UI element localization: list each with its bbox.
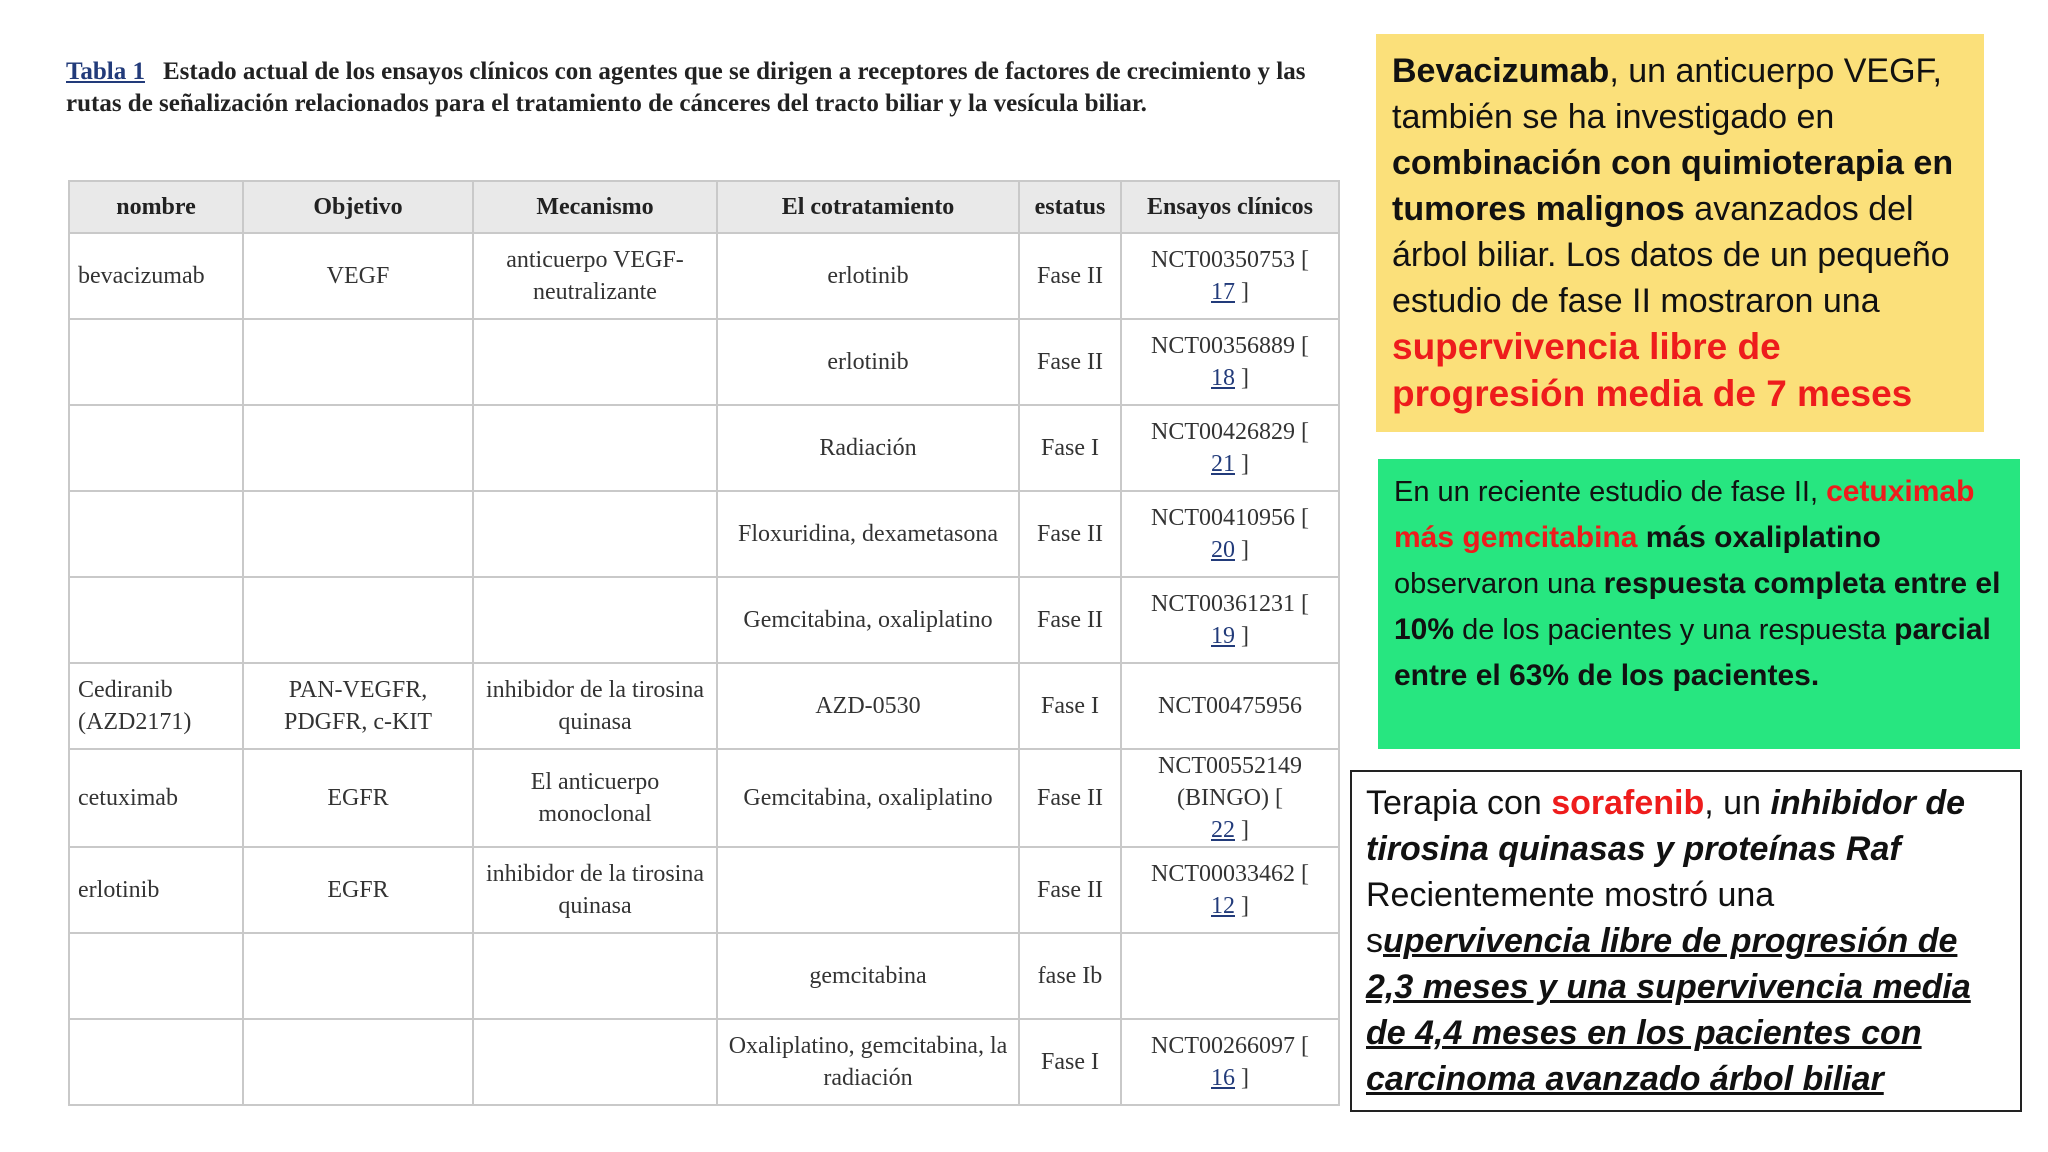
reference-link[interactable]: 17 bbox=[1211, 279, 1235, 305]
trial-id: NCT00552149 (BINGO) [ bbox=[1158, 753, 1302, 811]
cell-ensayo bbox=[1121, 749, 1339, 847]
cell-objetivo: EGFR bbox=[243, 749, 473, 847]
cell-cotratamiento: Oxaliplatino, gemcitabina, la radiación bbox=[717, 1019, 1019, 1105]
partial-response: parcial entre el 63% de los pacientes. bbox=[1394, 613, 1991, 692]
reference-link[interactable]: 16 bbox=[1211, 1065, 1235, 1091]
note-emphasis: inhibidor de tirosina quinasas y proteínas Raf bbox=[1366, 784, 1965, 868]
trial-id: NCT00266097 [ bbox=[1151, 1033, 1309, 1059]
cetuximab-note bbox=[1378, 459, 2020, 749]
bracket: ] bbox=[1235, 279, 1249, 305]
bracket: ] bbox=[1235, 451, 1249, 477]
cell-objetivo: EGFR bbox=[243, 847, 473, 933]
cell-mecanismo bbox=[473, 405, 717, 491]
reference-link[interactable]: 12 bbox=[1211, 893, 1235, 919]
bracket: ] bbox=[1235, 365, 1249, 391]
note-text: , un anticuerpo VEGF, también se ha investigado en bbox=[1392, 52, 1942, 136]
cell-ensayo bbox=[1121, 1019, 1339, 1105]
sorafenib-highlight: sorafenib bbox=[1551, 784, 1705, 822]
bracket: ] bbox=[1235, 537, 1249, 563]
cell-estatus: Fase II bbox=[1019, 847, 1121, 933]
cell-mecanismo bbox=[473, 577, 717, 663]
trial-id: NCT00426829 [ bbox=[1151, 419, 1309, 445]
note-emphasis: más oxaliplatino bbox=[1637, 521, 1881, 554]
clinical-trials-table bbox=[68, 180, 1340, 1106]
note-text: Terapia con bbox=[1366, 784, 1552, 822]
table-row bbox=[69, 233, 1339, 319]
cell-ensayo bbox=[1121, 319, 1339, 405]
cell-mecanismo bbox=[473, 933, 717, 1019]
cell-nombre bbox=[69, 491, 243, 577]
cell-nombre: Cediranib (AZD2171) bbox=[69, 663, 243, 749]
cell-ensayo bbox=[1121, 933, 1339, 1019]
cell-ensayo bbox=[1121, 577, 1339, 663]
trial-id: NCT00361231 [ bbox=[1151, 591, 1309, 617]
cell-nombre: bevacizumab bbox=[69, 233, 243, 319]
table-row bbox=[69, 491, 1339, 577]
cell-nombre bbox=[69, 1019, 243, 1105]
cell-mecanismo: inhibidor de la tirosina quinasa bbox=[473, 663, 717, 749]
cell-cotratamiento: erlotinib bbox=[717, 319, 1019, 405]
table-row bbox=[69, 405, 1339, 491]
col-header-objetivo: Objetivo bbox=[243, 181, 473, 233]
reference-link[interactable]: 19 bbox=[1211, 623, 1235, 649]
trial-id: NCT00350753 [ bbox=[1151, 247, 1309, 273]
table-row bbox=[69, 933, 1339, 1019]
cell-ensayo bbox=[1121, 233, 1339, 319]
table-row bbox=[69, 577, 1339, 663]
reference-link[interactable]: 20 bbox=[1211, 537, 1235, 563]
cell-estatus: Fase II bbox=[1019, 319, 1121, 405]
cell-mecanismo bbox=[473, 1019, 717, 1105]
cell-objetivo: VEGF bbox=[243, 233, 473, 319]
cell-nombre: cetuximab bbox=[69, 749, 243, 847]
cell-ensayo bbox=[1121, 491, 1339, 577]
reference-link[interactable]: 22 bbox=[1211, 817, 1235, 843]
cell-mecanismo bbox=[473, 319, 717, 405]
cell-estatus: Fase II bbox=[1019, 577, 1121, 663]
cell-nombre bbox=[69, 933, 243, 1019]
cell-mecanismo bbox=[473, 491, 717, 577]
note-text: observaron una bbox=[1394, 568, 1604, 600]
table-row bbox=[69, 749, 1339, 847]
cell-estatus: Fase I bbox=[1019, 663, 1121, 749]
cell-estatus: Fase II bbox=[1019, 491, 1121, 577]
cell-cotratamiento: gemcitabina bbox=[717, 933, 1019, 1019]
trial-id: NCT00475956 bbox=[1158, 693, 1302, 719]
cell-estatus: Fase II bbox=[1019, 233, 1121, 319]
cell-objetivo bbox=[243, 933, 473, 1019]
bevacizumab-note bbox=[1376, 34, 1984, 432]
note-text: avanzados del árbol biliar. Los datos de un pequeño estudio de fase II mostraron una bbox=[1392, 190, 1950, 320]
reference-link[interactable]: 21 bbox=[1211, 451, 1235, 477]
note-text: En un reciente estudio de fase II, bbox=[1394, 476, 1827, 508]
col-header-estatus: estatus bbox=[1019, 181, 1121, 233]
cell-nombre bbox=[69, 319, 243, 405]
table-row bbox=[69, 847, 1339, 933]
table-header-row bbox=[69, 181, 1339, 233]
sorafenib-note bbox=[1350, 770, 2022, 1112]
table-caption-text: Estado actual de los ensayos clínicos con agentes que se dirigen a receptores de factores de crecimiento y las rutas de señalización relacionados para el tratamiento de cánceres del tracto biliar y la vesícula biliar. bbox=[66, 58, 1306, 117]
bracket: ] bbox=[1235, 623, 1249, 649]
note-text: Recientemente mostró una s bbox=[1366, 876, 1775, 960]
pfs-highlight: supervivencia libre de progresión media de 7 meses bbox=[1392, 326, 1913, 414]
table-row bbox=[69, 663, 1339, 749]
cell-mecanismo: El anticuerpo monoclonal bbox=[473, 749, 717, 847]
cell-objetivo bbox=[243, 1019, 473, 1105]
cell-mecanismo: anticuerpo VEGF-neutralizante bbox=[473, 233, 717, 319]
cell-cotratamiento: Gemcitabina, oxaliplatino bbox=[717, 749, 1019, 847]
col-header-cotratamiento: El cotratamiento bbox=[717, 181, 1019, 233]
complete-response: respuesta completa entre el 10% bbox=[1394, 567, 2001, 646]
cell-objetivo bbox=[243, 491, 473, 577]
cell-nombre: erlotinib bbox=[69, 847, 243, 933]
col-header-nombre: nombre bbox=[69, 181, 243, 233]
bevacizumab-name: Bevacizumab bbox=[1392, 52, 1610, 90]
trial-id: NCT00356889 [ bbox=[1151, 333, 1309, 359]
cetuximab-highlight: cetuximab más gemcitabina bbox=[1394, 475, 1975, 554]
survival-highlight: upervivencia libre de progresión de 2,3 meses y una supervivencia media de 4,4 meses en los pacientes con carcinoma avanzado árbol biliar bbox=[1366, 922, 1971, 1098]
cell-objetivo: PAN-VEGFR, PDGFR, c-KIT bbox=[243, 663, 473, 749]
cell-estatus: Fase I bbox=[1019, 405, 1121, 491]
cell-ensayo bbox=[1121, 847, 1339, 933]
cell-objetivo bbox=[243, 577, 473, 663]
note-text: , un bbox=[1704, 784, 1771, 822]
table-row bbox=[69, 319, 1339, 405]
cell-ensayo bbox=[1121, 405, 1339, 491]
cell-cotratamiento: AZD-0530 bbox=[717, 663, 1019, 749]
bracket: ] bbox=[1235, 893, 1249, 919]
cell-nombre bbox=[69, 577, 243, 663]
cell-cotratamiento: Gemcitabina, oxaliplatino bbox=[717, 577, 1019, 663]
cell-objetivo bbox=[243, 405, 473, 491]
table-caption bbox=[66, 56, 1328, 120]
cell-ensayo bbox=[1121, 663, 1339, 749]
cell-nombre bbox=[69, 405, 243, 491]
bracket: ] bbox=[1235, 817, 1249, 843]
col-header-ensayos: Ensayos clínicos bbox=[1121, 181, 1339, 233]
trial-id: NCT00410956 [ bbox=[1151, 505, 1309, 531]
cell-estatus: Fase I bbox=[1019, 1019, 1121, 1105]
cell-cotratamiento: Radiación bbox=[717, 405, 1019, 491]
cell-cotratamiento: erlotinib bbox=[717, 233, 1019, 319]
col-header-mecanismo: Mecanismo bbox=[473, 181, 717, 233]
cell-estatus: Fase II bbox=[1019, 749, 1121, 847]
cell-cotratamiento: Floxuridina, dexametasona bbox=[717, 491, 1019, 577]
trial-id: NCT00033462 [ bbox=[1151, 861, 1309, 887]
note-text: de los pacientes y una respuesta bbox=[1454, 614, 1895, 646]
cell-estatus: fase Ib bbox=[1019, 933, 1121, 1019]
cell-objetivo bbox=[243, 319, 473, 405]
table-row bbox=[69, 1019, 1339, 1105]
cell-cotratamiento bbox=[717, 847, 1019, 933]
note-emphasis: combinación con quimioterapia en tumores malignos bbox=[1392, 144, 1954, 228]
bracket: ] bbox=[1235, 1065, 1249, 1091]
cell-mecanismo: inhibidor de la tirosina quinasa bbox=[473, 847, 717, 933]
table-number: Tabla 1 bbox=[66, 58, 145, 85]
reference-link[interactable]: 18 bbox=[1211, 365, 1235, 391]
